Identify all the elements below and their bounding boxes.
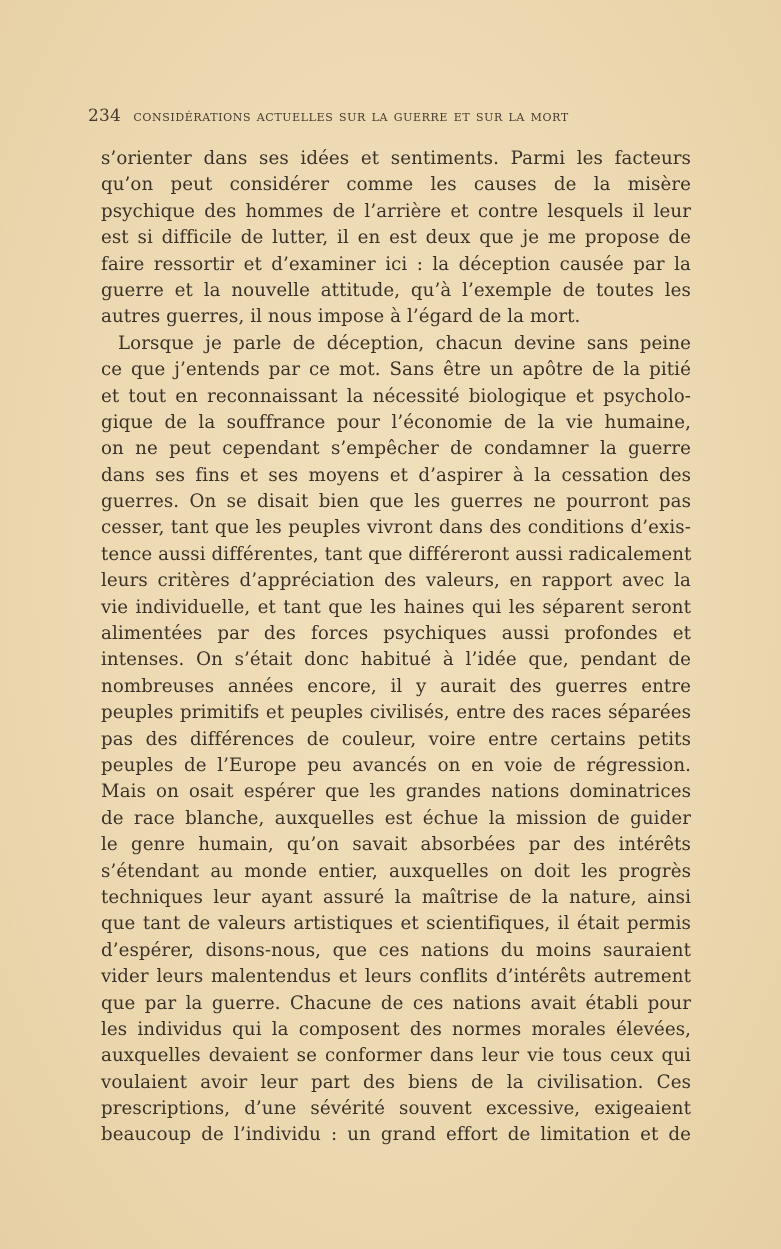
text-line: que par la guerre. Chacune de ces nations avait établi pour [101, 992, 692, 1014]
text-line: faire ressortir et d’examiner ici : la déception causée par la [101, 253, 691, 275]
text-line: ce que j’entends par ce mot. Sans être un apôtre de la pitié [101, 359, 691, 381]
text-line: que tant de valeurs artistiques et scientifiques, il était permis [101, 913, 691, 935]
text-line: techniques leur ayant assuré la maîtrise de la nature, ainsi [101, 886, 692, 908]
text-line: nombreuses années encore, il y aurait des guerres entre [101, 675, 691, 697]
text-line: alimentées par des forces psychiques aussi profondes et [101, 623, 691, 645]
page-number: 234 [88, 106, 122, 126]
text-line: le genre humain, qu’on savait absorbées par des intérêts [101, 834, 691, 856]
text-line: pas des différences de couleur, voire entre certains petits [101, 728, 692, 750]
text-line: peuples primitifs et peuples civilisés, entre des races séparées [101, 702, 692, 724]
text-line: leurs critères d’appréciation des valeurs, en rapport avec la [101, 570, 691, 592]
running-head [88, 106, 690, 126]
text-line: prescriptions, d’une sévérité souvent excessive, exigeaient [101, 1098, 691, 1120]
text-line: psychique des hommes de l’arrière et contre lesquels il leur [101, 200, 692, 222]
text-line: gique de la souffrance pour l’économie de la vie humaine, [101, 411, 691, 433]
text-line: cesser, tant que les peuples vivront dans des conditions d’exis- [101, 517, 691, 539]
text-line: vie individuelle, et tant que les haines qui les séparent seront [101, 596, 692, 618]
text-line: tence aussi différentes, tant que différeront aussi radicalement [101, 543, 692, 565]
paragraph [101, 331, 691, 1149]
paragraph [101, 146, 691, 331]
text-line: guerre et la nouvelle attitude, qu’à l’exemple de toutes les [101, 279, 691, 301]
text-line: dans ses fins et ses moyens et d’aspirer à la cessation des [101, 464, 692, 486]
text-line: qu’on peut considérer comme les causes de la misère [101, 174, 692, 196]
running-title: considérations actuelles sur la guerre et sur la mort [133, 106, 569, 125]
text-line: Lorsque je parle de déception, chacun devine sans peine [118, 332, 691, 354]
text-line: autres guerres, il nous impose à l’égard de la mort. [101, 306, 581, 328]
text-line: beaucoup de l’individu : un grand effort de limitation et de [101, 1124, 691, 1146]
text-line: est si difficile de lutter, il en est deux que je me propose de [101, 227, 692, 249]
body-text [101, 146, 691, 1149]
text-line: d’espérer, disons-nous, que ces nations du moins sauraient [101, 939, 691, 961]
text-line: les individus qui la composent des normes morales élevées, [101, 1018, 692, 1040]
text-line: auxquelles devaient se conformer dans leur vie tous ceux qui [101, 1045, 691, 1067]
text-line: intenses. On s’était donc habitué à l’idée que, pendant de [101, 649, 691, 671]
text-line: Mais on osait espérer que les grandes nations dominatrices [101, 781, 692, 803]
text-line: guerres. On se disait bien que les guerres ne pourront pas [101, 491, 692, 513]
text-line: de race blanche, auxquelles est échue la mission de guider [101, 807, 691, 829]
text-line: s’étendant au monde entier, auxquelles on doit les progrès [101, 860, 692, 882]
text-line: et tout en reconnaissant la nécessité biologique et psycholo- [101, 385, 692, 407]
text-line: vider leurs malentendus et leurs conflits d’intérêts autrement [101, 966, 692, 988]
text-line: voulaient avoir leur part des biens de la civilisation. Ces [101, 1071, 691, 1093]
text-line: peuples de l’Europe peu avancés on en voie de régression. [101, 754, 692, 776]
text-line: on ne peut cependant s’empêcher de condamner la guerre [101, 438, 691, 460]
text-line: s’orienter dans ses idées et sentiments. Parmi les facteurs [101, 148, 691, 169]
